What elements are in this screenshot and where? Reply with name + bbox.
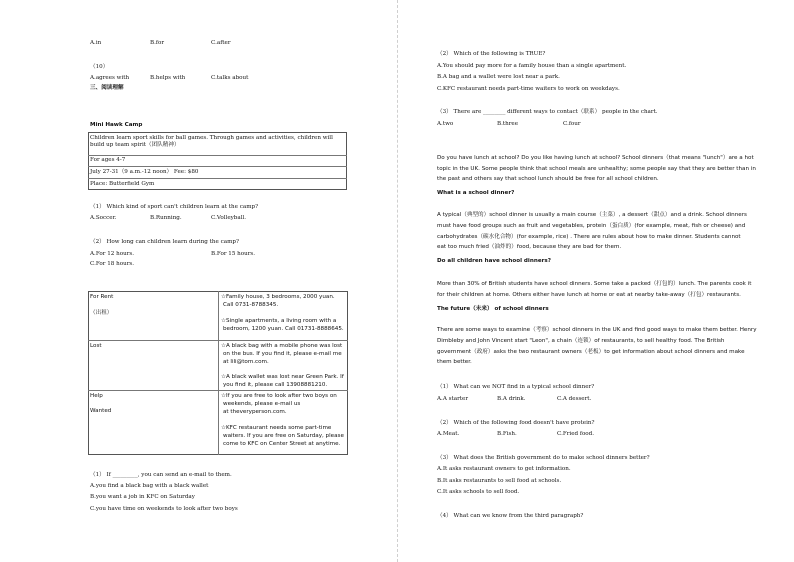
lost-ad-2: ☆A black wallet was lost near Green Park. If bbox=[221, 374, 344, 380]
ads-row-divider bbox=[88, 340, 348, 341]
camp-q2-option-a: A.For 12 hours. bbox=[90, 251, 135, 257]
ads-q3-option-c: C.four bbox=[563, 121, 581, 127]
camp-ages: For ages 4-7 bbox=[90, 157, 126, 163]
passage-q2-option-c: C.Fried food. bbox=[557, 431, 595, 437]
help-ad-2-line3: come to KFC on Center Street at anytime. bbox=[223, 441, 341, 447]
help-ad-2: ☆KFC restaurant needs some part-time bbox=[221, 425, 332, 431]
paragraph-4-line1: There are some ways to examine（考察）school dinners in the UK and find good ways to make them better. Henry bbox=[437, 327, 757, 333]
passage-q1-option-a: A.A starter bbox=[437, 396, 468, 402]
subheading-2: Do all children have school dinners? bbox=[437, 258, 551, 264]
passage-q2-option-b: B.Fish. bbox=[497, 431, 517, 437]
for-rent-label: For Rent bbox=[90, 294, 114, 300]
ads-q1-option-a: A.you find a black bag with a black wallet bbox=[90, 483, 209, 489]
paragraph-4-line4: them better. bbox=[437, 359, 472, 365]
ads-column-divider bbox=[218, 291, 219, 455]
camp-question-2: （2） How long can children learn during the camp? bbox=[90, 239, 239, 245]
camp-q1-option-c: C.Volleyball. bbox=[211, 215, 247, 221]
q10-option-c: C.talks about bbox=[211, 75, 249, 81]
rent-ad-1: ☆Family house, 3 bedrooms, 2000 yuan. bbox=[221, 294, 335, 300]
passage-question-1: （1） What can we NOT find in a typical school dinner? bbox=[437, 384, 595, 390]
paragraph-2-line2: must have food groups such as fruit and vegetables, protein（蛋白质）(for example, meat, fish or cheese) and bbox=[437, 223, 746, 229]
lost-ad-1: ☆A black bag with a mobile phone was lost bbox=[221, 343, 343, 349]
camp-row-divider bbox=[88, 155, 347, 156]
ads-question-1: （1） If _________, you can send an e-mail to them. bbox=[90, 472, 232, 478]
help-ad-1-line2: weekends, please e-mail us bbox=[223, 401, 301, 407]
help-ad-1: ☆If you are free to look after two boys on bbox=[221, 393, 337, 399]
help-ad-1-line3: at theveryperson.com. bbox=[223, 409, 287, 415]
subheading-1: What is a school dinner? bbox=[437, 190, 515, 196]
camp-row-divider bbox=[88, 178, 347, 179]
ads-q3-option-b: B.three bbox=[497, 121, 519, 127]
camp-q1-option-b: B.Running. bbox=[150, 215, 182, 221]
camp-title: Mini Hawk Camp bbox=[90, 122, 143, 128]
q10-option-b: B.helps with bbox=[150, 75, 186, 81]
passage-q3-option-b: B.It asks restaurants to sell food at schools. bbox=[437, 478, 562, 484]
camp-place: Place: Butterfield Gym bbox=[90, 181, 155, 187]
ads-q1-option-b: B.you want a job in KFC on Saturday bbox=[90, 494, 195, 500]
q9-option-c: C.after bbox=[211, 40, 231, 46]
paragraph-2-line4: eat too much fried（油炸的）food, because they are bad for them. bbox=[437, 244, 622, 250]
passage-question-2: （2） Which of the following food doesn't have protein? bbox=[437, 420, 595, 426]
q9-option-b: B.for bbox=[150, 40, 165, 46]
passage-q1-option-b: B.A drink. bbox=[497, 396, 526, 402]
camp-time-fee: July 27-31（9 a.m.-12 noon） Fee: $80 bbox=[90, 169, 199, 175]
ads-row-divider bbox=[88, 390, 348, 391]
ads-q2-option-b: B.A bag and a wallet were lost near a park. bbox=[437, 74, 560, 80]
ads-q2-option-a: A.You should pay more for a family house than a single apartment. bbox=[437, 63, 627, 69]
camp-question-1: （1） Which kind of sport can't children learn at the camp? bbox=[90, 204, 259, 210]
camp-q2-option-b: B.For 15 hours. bbox=[211, 251, 256, 257]
passage-q2-option-a: A.Meat. bbox=[437, 431, 460, 437]
passage-q3-option-a: A.It asks restaurant owners to get information. bbox=[437, 466, 571, 472]
ads-q3-option-a: A.two bbox=[437, 121, 454, 127]
help-label: Help bbox=[90, 393, 103, 399]
for-rent-chinese: （出租） bbox=[90, 310, 113, 316]
paragraph-3-line2: for their children at home. Others either have lunch at home or eat at nearby take-away（打包）restaurants. bbox=[437, 292, 741, 298]
help-ad-2-line2: waiters. If you are free on Saturday, please bbox=[223, 433, 344, 439]
camp-description: Children learn sport skills for ball games. Through games and activities, children will build up team spirit（团队精神） bbox=[90, 135, 333, 148]
lost-label: Lost bbox=[90, 343, 102, 349]
passage-question-4: （4） What can we know from the third paragraph? bbox=[437, 513, 584, 519]
paragraph-3-line1: More than 30% of British students have school dinners. Some take a packed（打包的）lunch. The parents cook it bbox=[437, 281, 752, 287]
passage-q1-option-c: C.A dessert. bbox=[557, 396, 592, 402]
q9-option-a: A.in bbox=[90, 40, 102, 46]
lost-ad-2-line2: you find it, please call 13908881210. bbox=[223, 382, 328, 388]
q10-option-a: A.agrees with bbox=[90, 75, 130, 81]
ads-q2-option-c: C.KFC restaurant needs part-time waiters to work on weekdays. bbox=[437, 86, 620, 92]
paragraph-2-line1: A typical（典型的）school dinner is usually a main course（主菜）, a dessert（甜点）and a drink. School dinners bbox=[437, 212, 747, 218]
rent-ad-2-line2: bedroom, 1200 yuan. Call 01731-8888645. bbox=[223, 326, 344, 332]
camp-row-divider bbox=[88, 166, 347, 167]
camp-q2-option-c: C.For 18 hours. bbox=[90, 261, 135, 267]
paragraph-1-line1: Do you have lunch at school? Do you like having lunch at school? School dinners（that means "lunch"）are a hot bbox=[437, 155, 754, 161]
right-page bbox=[397, 0, 794, 562]
paragraph-2-line3: carbohydrates（碳水化合物）(for example, rice) . There are rules about how to make dinner. Students cannot bbox=[437, 234, 741, 240]
paragraph-1-line2: topic in the UK. Some people think that school meals are unhealthy; some people say that they are better than in bbox=[437, 166, 756, 172]
paragraph-4-line3: government（政府）asks the two restaurant owners（老板）to get information about school dinners and make bbox=[437, 349, 745, 355]
rent-ad-1-line2: Call 0731-8788345. bbox=[223, 302, 279, 308]
ads-q1-option-c: C.you have time on weekends to look after two boys bbox=[90, 506, 238, 512]
rent-ad-2: ☆Single apartments, a living room with a bbox=[221, 318, 337, 324]
passage-question-3: （3） What does the British government do to make school dinners better? bbox=[437, 455, 650, 461]
lost-ad-1-line2: on the bus. If you find it, please e-mail me bbox=[223, 351, 342, 357]
paragraph-1-line3: the past and others say that school lunch should be free for all school children. bbox=[437, 176, 659, 182]
paragraph-4-line2: Dimbleby and John Vincent start "Leon", a chain（连锁）of restaurants, to sell healthy food. The British bbox=[437, 338, 725, 344]
wanted-label: Wanted bbox=[90, 408, 112, 414]
q10-number: （10） bbox=[90, 64, 109, 70]
passage-q3-option-c: C.It asks schools to sell food. bbox=[437, 489, 520, 495]
subheading-3: The future（未来） of school dinners bbox=[437, 306, 549, 312]
ads-question-3: （3） There are ________ different ways to contact（联系） people in the chart. bbox=[437, 109, 658, 115]
camp-q1-option-a: A.Soccer. bbox=[90, 215, 117, 221]
ads-question-2: （2） Which of the following is TRUE? bbox=[437, 51, 546, 57]
section-heading: 三、阅读理解 bbox=[90, 85, 124, 91]
lost-ad-1-line3: at lili@tom.com. bbox=[223, 359, 269, 365]
